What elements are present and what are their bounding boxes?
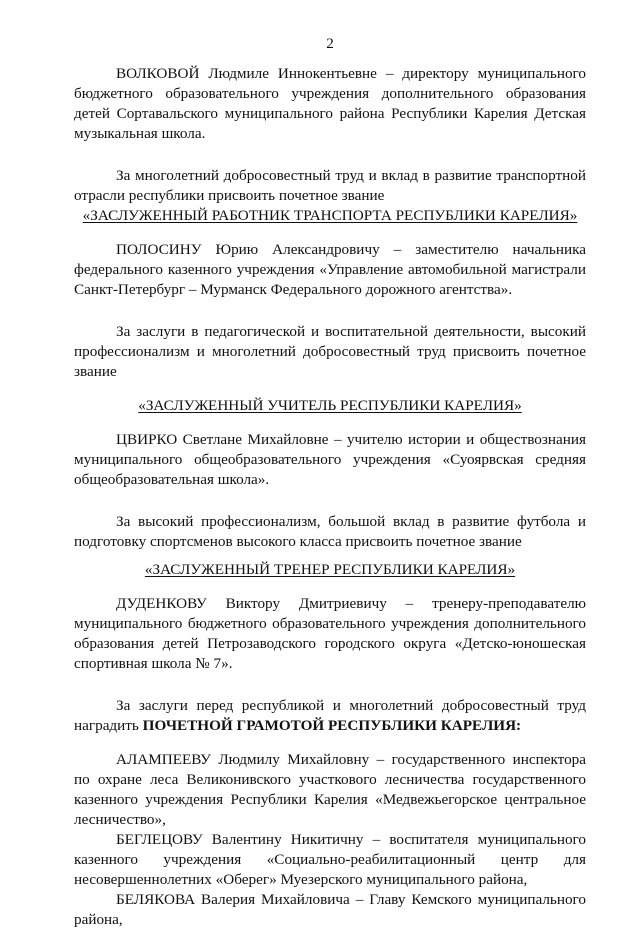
paragraph-transport-award: За многолетний добросовестный труд и вклад в развитие транспортной отрасли республики присвоить почетное звание bbox=[74, 167, 586, 204]
paragraph-coach-award: За высокий профессионализм, большой вклад в развитие футбола и подготовку спортсменов высокого класса присвоить почетное звание bbox=[74, 513, 586, 550]
title-transport-worker: «ЗАСЛУЖЕННЫЙ РАБОТНИК ТРАНСПОРТА РЕСПУБЛИКИ КАРЕЛИЯ» bbox=[82, 207, 578, 224]
paragraph-teacher-award: За заслуги в педагогической и воспитательной деятельности, высокий профессионализм и многолетний добросовестный труд присвоить почетное звание bbox=[74, 323, 586, 380]
paragraph-alampeeva: АЛАМПЕЕВУ Людмилу Михайловну – государственного инспектора по охране леса Великонивского участкового лесничества государственного казенного учреждения Республики Карелия «Медвежьегорское центральное лесничество», bbox=[74, 751, 586, 828]
paragraph-polosin: ПОЛОСИНУ Юрию Александровичу – заместителю начальника федерального казенного учреждения «Управление автомобильной магистрали Санкт-Петербург – Мурманск Федерального дорожного агентства». bbox=[74, 241, 586, 298]
gramota-text: За заслуги перед республикой и многолетний добросовестный труд наградить bbox=[74, 697, 586, 734]
paragraph-dudenkov: ДУДЕНКОВУ Виктору Дмитриевичу – тренеру-преподавателю муниципального бюджетного образовательного учреждения дополнительного образования детей Петрозаводского городского округа «Детско-юношеская спортивная школа № 7». bbox=[74, 595, 586, 672]
title-coach: «ЗАСЛУЖЕННЫЙ ТРЕНЕР РЕСПУБЛИКИ КАРЕЛИЯ» bbox=[144, 561, 516, 578]
page-number: 2 bbox=[326, 35, 334, 52]
paragraph-begletsova: БЕГЛЕЦОВУ Валентину Никитичну – воспитателя муниципального казенного учреждения «Социально-реабилитационный центр для несовершеннолетних «Оберег» Муезерского муниципального района, bbox=[74, 831, 586, 888]
paragraph-volkova: ВОЛКОВОЙ Людмиле Иннокентьевне – директору муниципального бюджетного образовательного учреждения дополнительного образования детей Сортавальского муниципального района Республики Карелия Детская музыкальная школа. bbox=[74, 65, 586, 142]
gramota-title: ПОЧЕТНОЙ ГРАМОТОЙ РЕСПУБЛИКИ КАРЕЛИЯ: bbox=[142, 717, 522, 734]
paragraph-belyakov: БЕЛЯКОВА Валерия Михайловича – Главу Кемского муниципального района, bbox=[74, 891, 586, 928]
paragraph-gramota bbox=[74, 696, 586, 736]
title-teacher: «ЗАСЛУЖЕННЫЙ УЧИТЕЛЬ РЕСПУБЛИКИ КАРЕЛИЯ» bbox=[138, 397, 522, 414]
paragraph-tsvirko: ЦВИРКО Светлане Михайловне – учителю истории и обществознания муниципального общеобразовательного учреждения «Суоярвская средняя общеобразовательная школа». bbox=[74, 431, 586, 488]
